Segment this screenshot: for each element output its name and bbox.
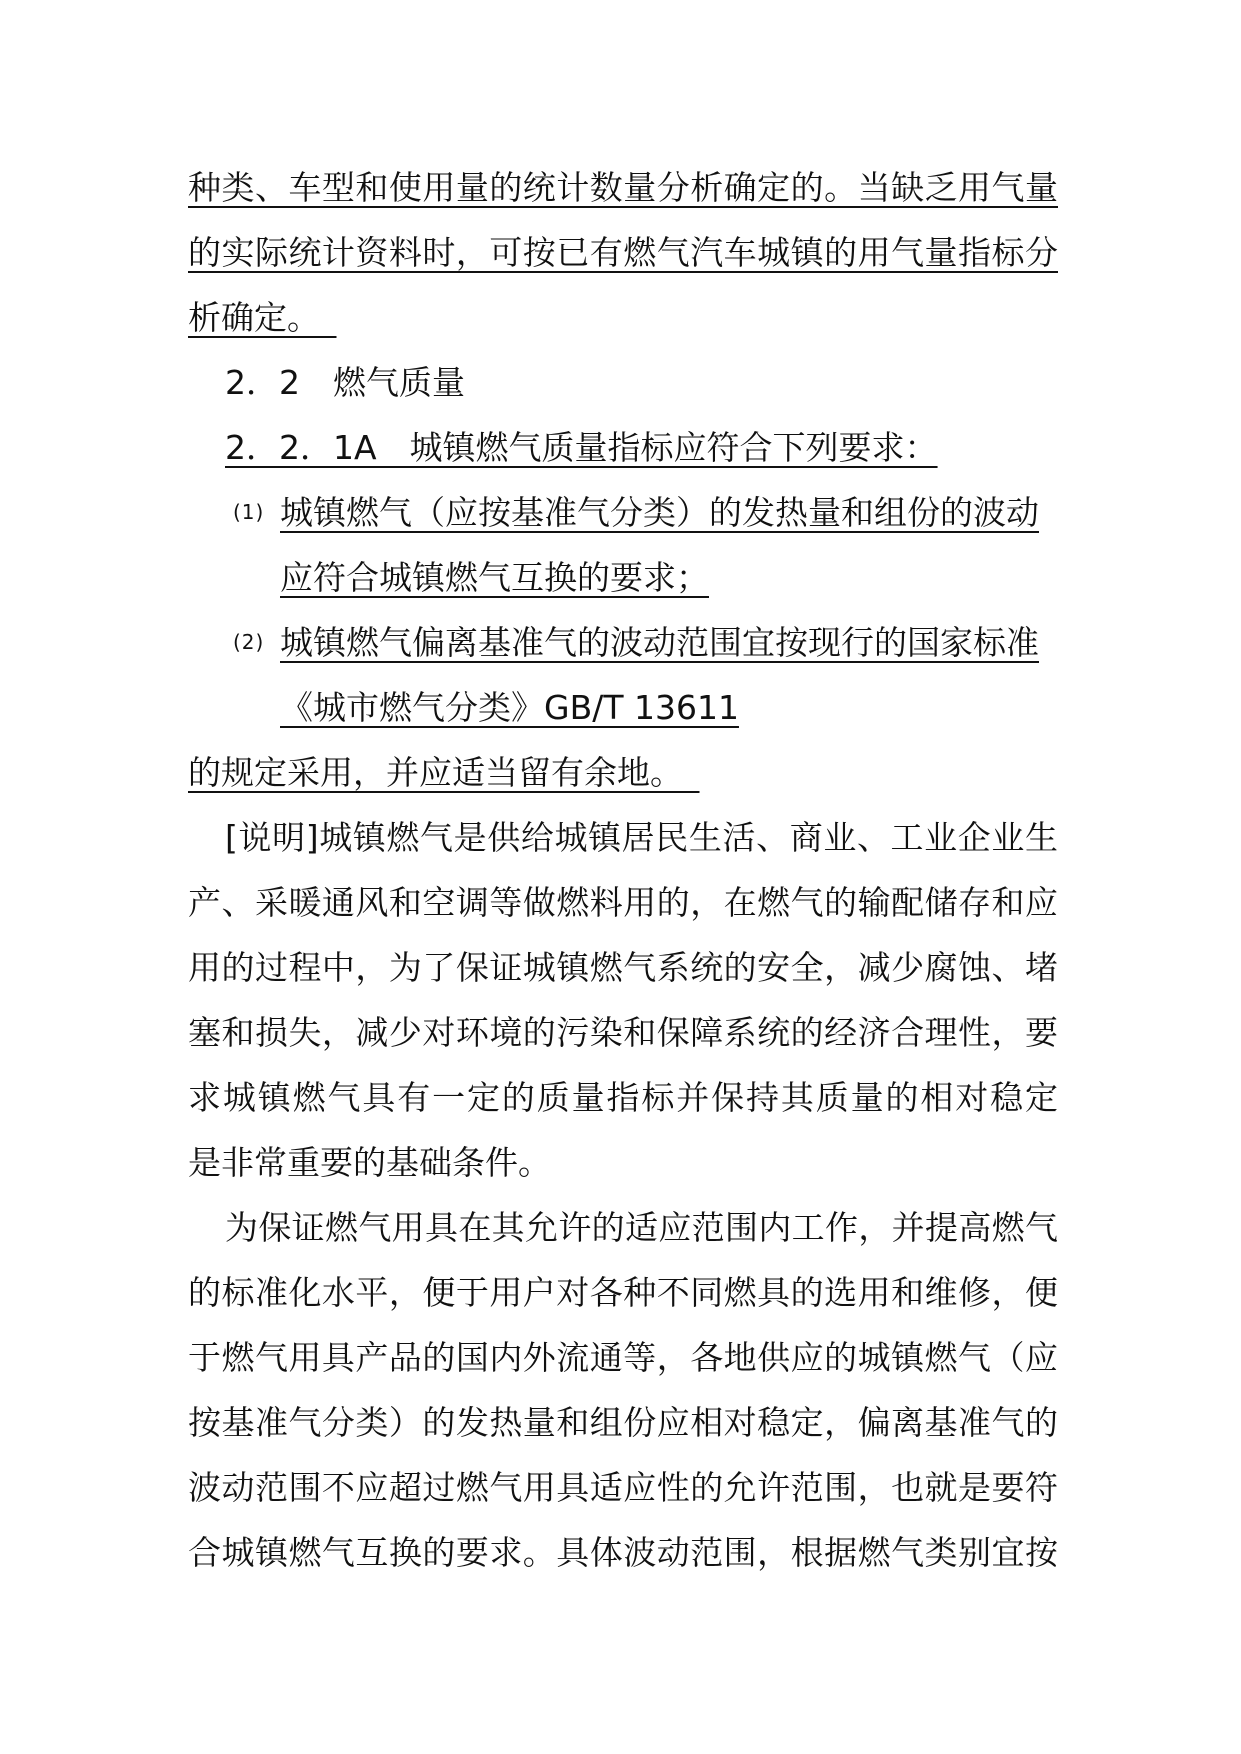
paragraph-line [188, 285, 1058, 350]
clause-heading [188, 415, 1058, 480]
list-item-text: 城镇燃气偏离基准气的波动范围宜按现行的国家标准 [280, 623, 1039, 662]
paragraph-line [188, 740, 1058, 805]
line-text: 合城镇燃气互换的要求。具体波动范围，根据燃气类别宜按 [188, 1533, 1058, 1572]
paragraph-line [188, 1195, 1058, 1260]
line-text: 为保证燃气用具在其允许的适应范围内工作，并提高燃气 [225, 1208, 1058, 1247]
paragraph-line [188, 1000, 1058, 1065]
list-marker: (2) [233, 630, 265, 654]
line-text: 产、采暖通风和空调等做燃料用的，在燃气的输配储存和应 [188, 883, 1058, 922]
paragraph-line [188, 220, 1058, 285]
list-item-1-continuation [188, 545, 1058, 610]
line-text: 按基准气分类）的发热量和组份应相对稳定，偏离基准气的 [188, 1403, 1058, 1442]
list-item-2 [188, 610, 1058, 675]
list-item-text: 《城市燃气分类》GB/T 13611 [280, 688, 739, 727]
section-heading [188, 350, 1058, 415]
list-marker: (1) [233, 500, 265, 524]
line-text: 波动范围不应超过燃气用具适应性的允许范围，也就是要符 [188, 1468, 1058, 1507]
line-text: 求城镇燃气具有一定的质量指标并保持其质量的相对稳定 [188, 1078, 1058, 1117]
line-text: 的标准化水平，便于用户对各种不同燃具的选用和维修，便 [188, 1273, 1058, 1312]
list-item-1 [188, 480, 1058, 545]
paragraph-line [188, 1065, 1058, 1130]
document-body [188, 155, 1058, 1585]
list-item-2-continuation [188, 675, 1058, 740]
paragraph-line [188, 935, 1058, 1000]
line-text: 析确定。 [188, 298, 320, 337]
paragraph-line [188, 1325, 1058, 1390]
line-text: 于燃气用具产品的国内外流通等，各地供应的城镇燃气（应 [188, 1338, 1058, 1377]
line-text: [说明]城镇燃气是供给城镇居民生活、商业、工业企业生 [225, 818, 1058, 857]
paragraph-line [188, 1260, 1058, 1325]
paragraph-line [188, 1130, 1058, 1195]
line-text: 用的过程中，为了保证城镇燃气系统的安全，减少腐蚀、堵 [188, 948, 1058, 987]
line-text: 塞和损失，减少对环境的污染和保障系统的经济合理性，要 [188, 1013, 1058, 1052]
line-text: 的规定采用，并应适当留有余地。 [188, 753, 683, 792]
line-text: 种类、车型和使用量的统计数量分析确定的。当缺乏用气量 [188, 168, 1058, 207]
list-item-text: 城镇燃气（应按基准气分类）的发热量和组份的波动 [280, 493, 1039, 532]
paragraph-line [188, 805, 1058, 870]
clause-heading-text: 2．2．1A 城镇燃气质量指标应符合下列要求： [225, 428, 938, 467]
paragraph-line [188, 1520, 1058, 1585]
line-text: 的实际统计资料时，可按已有燃气汽车城镇的用气量指标分 [188, 233, 1058, 272]
paragraph-line [188, 155, 1058, 220]
line-text: 是非常重要的基础条件。 [188, 1143, 551, 1182]
paragraph-line [188, 870, 1058, 935]
list-item-text: 应符合城镇燃气互换的要求； [280, 558, 709, 597]
paragraph-line [188, 1455, 1058, 1520]
section-heading-text: 2．2 燃气质量 [225, 363, 465, 402]
paragraph-line [188, 1390, 1058, 1455]
